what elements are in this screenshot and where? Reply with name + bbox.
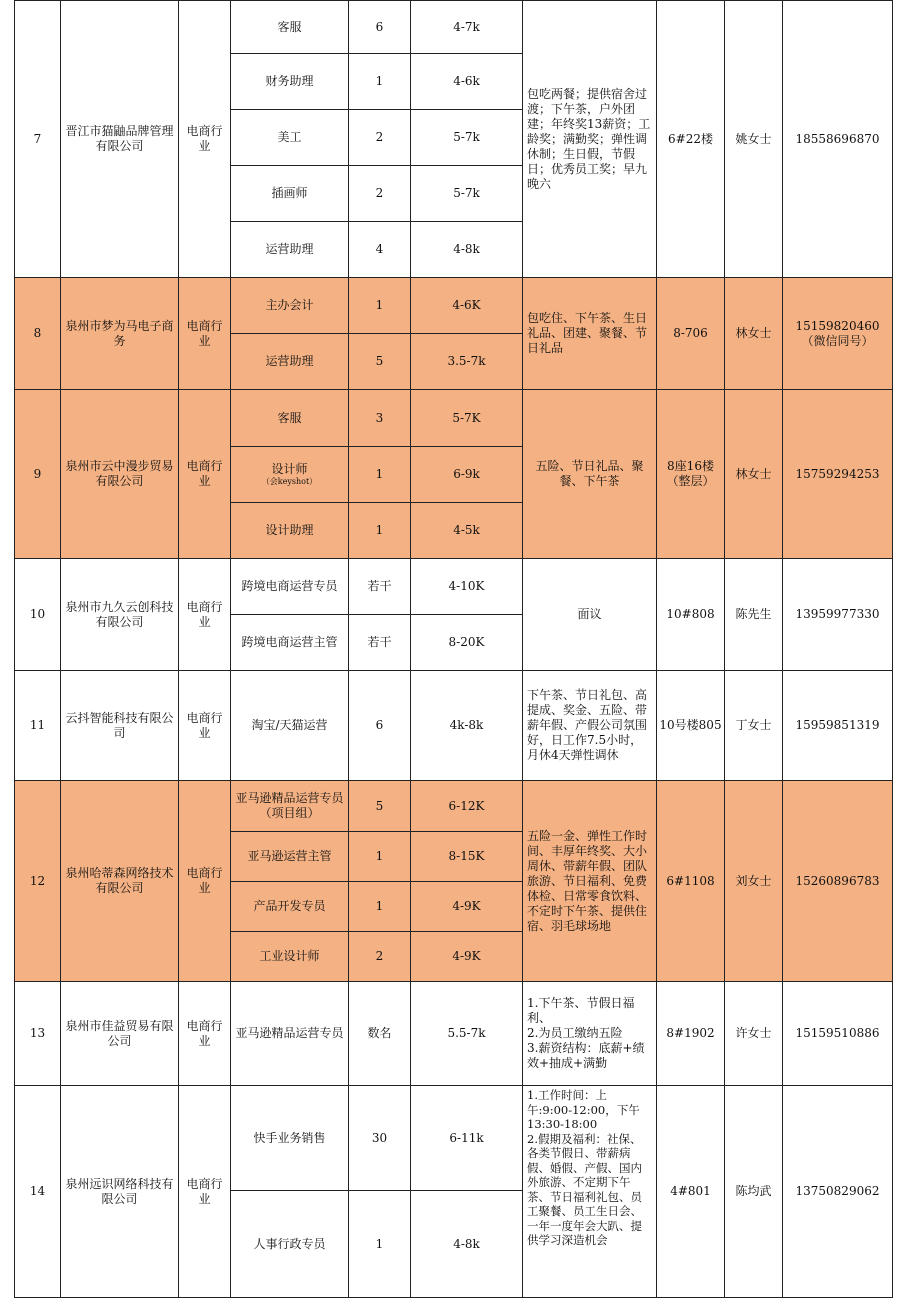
- position-title: 跨境电商运营主管: [231, 615, 349, 671]
- position-count: 1: [349, 447, 411, 503]
- address: 4#801: [657, 1086, 725, 1298]
- salary: 4k-8k: [411, 671, 523, 781]
- position-title: 主办会计: [231, 278, 349, 334]
- benefits: 五险一金、弹性工作时间、丰厚年终奖、大小周休、带薪年假、团队旅游、节日福利、免费体检、日常零食饮料、不定时下午茶、提供住宿、羽毛球场地: [523, 781, 657, 982]
- position-count: 5: [349, 334, 411, 390]
- benefits: 面议: [523, 559, 657, 671]
- position-title: 工业设计师: [231, 932, 349, 982]
- company-number: 14: [15, 1086, 61, 1298]
- position-title: 跨境电商运营专员: [231, 559, 349, 615]
- position-count: 1: [349, 278, 411, 334]
- position-title: 运营助理: [231, 334, 349, 390]
- position-note: （会keyshot）: [261, 477, 318, 486]
- table-row: [15, 1086, 893, 1191]
- company-number: 11: [15, 671, 61, 781]
- salary: 4-8k: [411, 1191, 523, 1298]
- address: 10#808: [657, 559, 725, 671]
- position-count: 6: [349, 671, 411, 781]
- company-name: 晋江市猫鼬品牌管理有限公司: [61, 1, 179, 278]
- position-count: 1: [349, 503, 411, 559]
- contact-person: 姚女士: [725, 1, 783, 278]
- company-number: 13: [15, 982, 61, 1086]
- company-name: 泉州市云中漫步贸易有限公司: [61, 390, 179, 559]
- position-title: 运营助理: [231, 222, 349, 278]
- company-number: 12: [15, 781, 61, 982]
- salary: 4-7k: [411, 1, 523, 54]
- table-row: [15, 671, 893, 781]
- salary: 4-10K: [411, 559, 523, 615]
- salary: 4-9K: [411, 882, 523, 932]
- address: 8#1902: [657, 982, 725, 1086]
- benefits: 包吃两餐；提供宿舍过渡；下午茶，户外团建；年终奖13薪资；工龄奖；满勤奖；弹性调休制；生日假，节假日；优秀员工奖；早九晚六: [523, 1, 657, 278]
- salary: 4-6k: [411, 54, 523, 110]
- phone: 15159820460（微信同号）: [783, 278, 893, 390]
- position-title: 亚马逊精品运营专员: [231, 982, 349, 1086]
- position-count: 6: [349, 1, 411, 54]
- salary: 4-9K: [411, 932, 523, 982]
- position-title: 人事行政专员: [231, 1191, 349, 1298]
- contact-person: 丁女士: [725, 671, 783, 781]
- benefits: 1.工作时间：上午:9:00-12:00，下午13:30-18:00 2.假期及福利：社保、各类节假日、带薪病假、婚假、产假、国内外旅游、不定期下午茶、节日福利礼包、员工聚餐、员工生日会、一年一度年会大趴、提供学习深造机会: [523, 1086, 657, 1298]
- position-title: 设计师: [271, 462, 308, 476]
- position-count: 1: [349, 54, 411, 110]
- company-name: 泉州市佳益贸易有限公司: [61, 982, 179, 1086]
- position-title: 设计助理: [231, 503, 349, 559]
- contact-person: 林女士: [725, 278, 783, 390]
- position-title: 亚马逊运营主管: [231, 832, 349, 882]
- industry: 电商行业: [179, 390, 231, 559]
- address: 6#1108: [657, 781, 725, 982]
- position-title: 客服: [231, 1, 349, 54]
- salary: 6-11k: [411, 1086, 523, 1191]
- salary: 5.5-7k: [411, 982, 523, 1086]
- address: 10号楼805: [657, 671, 725, 781]
- position-count: 若干: [349, 559, 411, 615]
- contact-person: 陈均武: [725, 1086, 783, 1298]
- industry: 电商行业: [179, 278, 231, 390]
- company-name: 泉州市九久云创科技有限公司: [61, 559, 179, 671]
- table-row: [15, 781, 893, 832]
- salary: 5-7K: [411, 390, 523, 447]
- industry: 电商行业: [179, 781, 231, 982]
- benefits: 下午茶、节日礼包、高提成、奖金、五险、带薪年假、产假公司氛围好，日工作7.5小时，月休4天弹性调休: [523, 671, 657, 781]
- position-title-cell: [231, 447, 349, 503]
- position-title: 客服: [231, 390, 349, 447]
- position-title: 财务助理: [231, 54, 349, 110]
- position-count: 数名: [349, 982, 411, 1086]
- position-count: 2: [349, 166, 411, 222]
- contact-person: 刘女士: [725, 781, 783, 982]
- company-name: 泉州哈蒂森网络技术有限公司: [61, 781, 179, 982]
- salary: 8-20K: [411, 615, 523, 671]
- position-count: 2: [349, 110, 411, 166]
- company-number: 8: [15, 278, 61, 390]
- company-number: 10: [15, 559, 61, 671]
- position-title: 快手业务销售: [231, 1086, 349, 1191]
- company-number: 9: [15, 390, 61, 559]
- phone: 13959977330: [783, 559, 893, 671]
- position-count: 1: [349, 882, 411, 932]
- position-title: 美工: [231, 110, 349, 166]
- salary: 5-7k: [411, 166, 523, 222]
- table-row: [15, 559, 893, 615]
- position-count: 4: [349, 222, 411, 278]
- job-listings-table: [14, 0, 893, 1298]
- salary: 4-6K: [411, 278, 523, 334]
- phone: 18558696870: [783, 1, 893, 278]
- company-name: 云抖智能科技有限公司: [61, 671, 179, 781]
- position-count: 若干: [349, 615, 411, 671]
- industry: 电商行业: [179, 1086, 231, 1298]
- address: 6#22楼: [657, 1, 725, 278]
- position-title: 产品开发专员: [231, 882, 349, 932]
- table-row: [15, 982, 893, 1086]
- salary: 5-7k: [411, 110, 523, 166]
- salary: 6-9k: [411, 447, 523, 503]
- benefits: 1.下午茶、节假日福利、 2.为员工缴纳五险 3.薪资结构：底薪+绩效+抽成+满勤: [523, 982, 657, 1086]
- table-row: [15, 390, 893, 447]
- position-count: 30: [349, 1086, 411, 1191]
- phone: 15159510886: [783, 982, 893, 1086]
- phone: 15260896783: [783, 781, 893, 982]
- table-row: [15, 278, 893, 334]
- phone: 15959851319: [783, 671, 893, 781]
- position-count: 2: [349, 932, 411, 982]
- company-number: 7: [15, 1, 61, 278]
- phone: 15759294253: [783, 390, 893, 559]
- position-title: 插画师: [231, 166, 349, 222]
- benefits: 包吃住、下午茶、生日礼品、团建、聚餐、节日礼品: [523, 278, 657, 390]
- contact-person: 许女士: [725, 982, 783, 1086]
- contact-person: 林女士: [725, 390, 783, 559]
- company-name: 泉州市梦为马电子商务: [61, 278, 179, 390]
- position-title: 亚马逊精品运营专员（项目组）: [231, 781, 349, 832]
- company-name: 泉州远识网络科技有限公司: [61, 1086, 179, 1298]
- industry: 电商行业: [179, 559, 231, 671]
- position-count: 1: [349, 1191, 411, 1298]
- position-count: 1: [349, 832, 411, 882]
- salary: 8-15K: [411, 832, 523, 882]
- contact-person: 陈先生: [725, 559, 783, 671]
- benefits: 五险、节日礼品、聚餐、下午茶: [523, 390, 657, 559]
- address: 8-706: [657, 278, 725, 390]
- salary: 6-12K: [411, 781, 523, 832]
- phone: 13750829062: [783, 1086, 893, 1298]
- position-title: 淘宝/天猫运营: [231, 671, 349, 781]
- table-row: [15, 1, 893, 54]
- industry: 电商行业: [179, 1, 231, 278]
- address: 8座16楼（整层）: [657, 390, 725, 559]
- position-count: 5: [349, 781, 411, 832]
- industry: 电商行业: [179, 671, 231, 781]
- salary: 4-5k: [411, 503, 523, 559]
- position-count: 3: [349, 390, 411, 447]
- industry: 电商行业: [179, 982, 231, 1086]
- salary: 4-8k: [411, 222, 523, 278]
- salary: 3.5-7k: [411, 334, 523, 390]
